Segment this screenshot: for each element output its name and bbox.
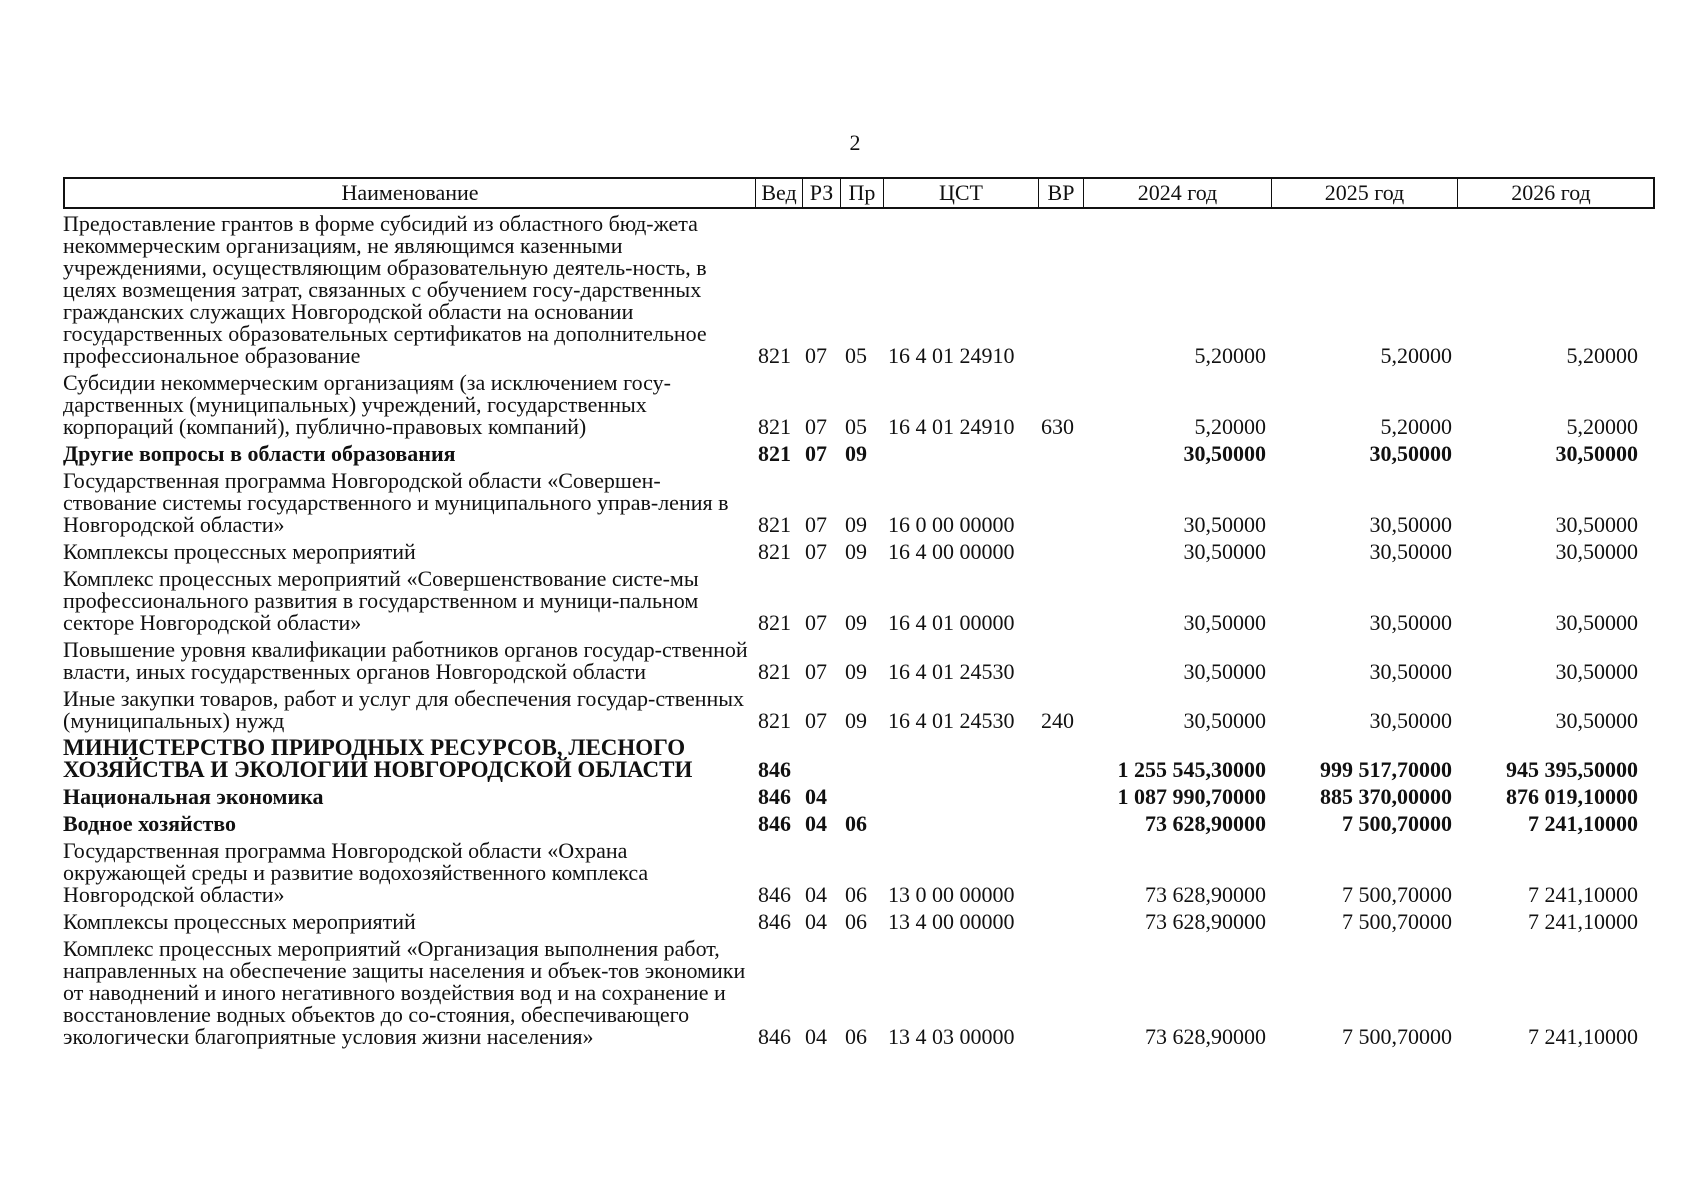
row-ved: 846 (758, 784, 791, 809)
row-2026: 5,20000 (1566, 414, 1638, 439)
table-row (63, 470, 1655, 536)
row-2024: 5,20000 (1194, 343, 1266, 368)
table-row (63, 813, 1655, 835)
row-cst: 16 4 01 24530 (888, 659, 1015, 684)
table-row (63, 840, 1655, 906)
row-ved: 821 (758, 343, 791, 368)
row-2026: 30,50000 (1555, 708, 1638, 733)
row-2024: 30,50000 (1183, 512, 1266, 537)
row-pr: 09 (845, 441, 867, 466)
row-2024: 73 628,90000 (1145, 909, 1266, 934)
row-ved: 821 (758, 539, 791, 564)
row-2024: 73 628,90000 (1145, 1024, 1266, 1049)
row-2025: 30,50000 (1369, 512, 1452, 537)
row-rz: 07 (805, 659, 827, 684)
header-name: Наименование (65, 179, 756, 207)
row-2024: 5,20000 (1194, 414, 1266, 439)
row-pr: 06 (845, 909, 867, 934)
row-pr: 05 (845, 414, 867, 439)
row-2024: 30,50000 (1183, 659, 1266, 684)
row-pr: 09 (845, 539, 867, 564)
row-rz: 07 (805, 343, 827, 368)
row-rz: 07 (805, 512, 827, 537)
row-2025: 885 370,00000 (1320, 784, 1452, 809)
row-2026: 945 395,50000 (1506, 757, 1638, 782)
table-row (63, 541, 1655, 563)
row-2026: 30,50000 (1555, 610, 1638, 635)
row-ved: 821 (758, 659, 791, 684)
row-2025: 30,50000 (1369, 441, 1452, 466)
row-2024: 30,50000 (1183, 441, 1266, 466)
row-rz: 04 (805, 811, 827, 836)
row-2025: 999 517,70000 (1320, 757, 1452, 782)
header-2024: 2024 год (1084, 179, 1272, 207)
header-vr: ВР (1039, 179, 1084, 207)
header-2025: 2025 год (1272, 179, 1458, 207)
row-name: Национальная экономика (63, 784, 324, 809)
row-vr: 630 (1041, 414, 1074, 439)
row-2026: 7 241,10000 (1528, 909, 1638, 934)
row-name: Водное хозяйство (63, 811, 236, 836)
header-ved: Вед (756, 179, 803, 207)
row-ved: 846 (758, 909, 791, 934)
budget-table (63, 177, 1655, 1048)
row-pr: 06 (845, 1024, 867, 1049)
row-ved: 846 (758, 811, 791, 836)
row-name: Комплексы процессных мероприятий (63, 539, 416, 564)
row-pr: 09 (845, 708, 867, 733)
row-ved: 821 (758, 708, 791, 733)
row-rz: 04 (805, 784, 827, 809)
row-cst: 13 0 00 00000 (888, 882, 1015, 907)
table-body (63, 213, 1655, 1048)
row-2025: 7 500,70000 (1342, 811, 1452, 836)
header-2026: 2026 год (1511, 180, 1591, 205)
row-2025: 30,50000 (1369, 708, 1452, 733)
table-header (63, 177, 1655, 209)
row-ved: 821 (758, 441, 791, 466)
row-name: Государственная программа Новгородской области «Охрана окружающей среды и развитие водохозяйственного комплекса Новгородской области» (63, 838, 649, 907)
page-number: 2 (849, 130, 861, 155)
table-row (63, 213, 1655, 367)
row-ved: 846 (758, 1024, 791, 1049)
row-pr: 09 (845, 610, 867, 635)
row-pr: 09 (845, 659, 867, 684)
row-vr: 240 (1041, 708, 1074, 733)
row-2024: 30,50000 (1183, 610, 1266, 635)
row-rz: 07 (805, 539, 827, 564)
row-2026: 5,20000 (1566, 343, 1638, 368)
row-cst: 16 4 00 00000 (888, 539, 1015, 564)
row-2026: 30,50000 (1555, 441, 1638, 466)
row-pr: 06 (845, 811, 867, 836)
row-pr: 06 (845, 882, 867, 907)
row-cst: 13 4 03 00000 (888, 1024, 1015, 1049)
row-2024: 1 087 990,70000 (1117, 784, 1266, 809)
row-rz: 04 (805, 1024, 827, 1049)
row-ved: 846 (758, 882, 791, 907)
row-2024: 73 628,90000 (1145, 882, 1266, 907)
row-2026: 876 019,10000 (1506, 784, 1638, 809)
row-cst: 16 4 01 24530 (888, 708, 1015, 733)
row-rz: 07 (805, 441, 827, 466)
row-2024: 1 255 545,30000 (1117, 757, 1266, 782)
row-2025: 5,20000 (1380, 414, 1452, 439)
row-cst: 13 4 00 00000 (888, 909, 1015, 934)
row-name: Предоставление грантов в форме субсидий из областного бюд-жета некоммерческим организациям, не являющимся казенными учреждениями, осуществляющим образовательную деятель-ность, в целях возмещения затрат, связанных с обучением госу-дарственных гражданских служащих Новгородской области на основании государственных образовательных сертификатов на дополнительное профессиональное образование (63, 211, 707, 368)
row-name: Иные закупки товаров, работ и услуг для обеспечения государ-ственных (муниципальных) нужд (63, 686, 745, 733)
row-2026: 30,50000 (1555, 512, 1638, 537)
row-2025: 7 500,70000 (1342, 882, 1452, 907)
row-cst: 16 4 01 00000 (888, 610, 1015, 635)
table-row (63, 443, 1655, 465)
row-rz: 04 (805, 909, 827, 934)
header-rz: РЗ (803, 179, 841, 207)
table-row (63, 786, 1655, 808)
row-name: Государственная программа Новгородской области «Совершен-ствование системы государственного и муниципального управ-ления в Новгородской области» (63, 468, 729, 537)
row-cst: 16 4 01 24910 (888, 414, 1015, 439)
row-pr: 09 (845, 512, 867, 537)
row-2026: 30,50000 (1555, 659, 1638, 684)
header-pr: Пр (841, 179, 884, 207)
row-name: Субсидии некоммерческим организациям (за исключением госу-дарственных (муниципальных) учреждений, государственных корпораций (компаний), публично-правовых компаний) (63, 370, 671, 439)
row-2025: 7 500,70000 (1342, 1024, 1452, 1049)
row-2025: 30,50000 (1369, 539, 1452, 564)
row-name: Комплексы процессных мероприятий (63, 909, 416, 934)
row-ved: 821 (758, 512, 791, 537)
row-name: Комплекс процессных мероприятий «Организация выполнения работ, направленных на обеспечение защиты населения и объек-тов экономики от наводнений и иного негативного воздействия вод и на сохранение и восстановление водных объектов до со-стояния, обеспечивающего экологически благоприятные условия жизни населения» (63, 936, 746, 1049)
row-rz: 04 (805, 882, 827, 907)
row-2025: 5,20000 (1380, 343, 1452, 368)
table-row (63, 568, 1655, 634)
row-2026: 30,50000 (1555, 539, 1638, 564)
row-cst: 16 0 00 00000 (888, 512, 1015, 537)
row-2024: 73 628,90000 (1145, 811, 1266, 836)
row-2025: 30,50000 (1369, 610, 1452, 635)
row-2024: 30,50000 (1183, 539, 1266, 564)
row-cst: 16 4 01 24910 (888, 343, 1015, 368)
table-row (63, 688, 1655, 732)
table-row (63, 938, 1655, 1048)
row-2025: 7 500,70000 (1342, 909, 1452, 934)
row-ved: 821 (758, 414, 791, 439)
table-row (63, 911, 1655, 933)
row-name: Комплекс процессных мероприятий «Совершенствование систе-мы профессионального развития в государственном и муници-пальном секторе Новгородской области» (63, 566, 699, 635)
row-2026: 7 241,10000 (1528, 882, 1638, 907)
row-2026: 7 241,10000 (1528, 1024, 1638, 1049)
row-name: Повышение уровня квалификации работников органов государ-ственной власти, иных государственных органов Новгородской области (63, 637, 748, 684)
header-cst: ЦСТ (884, 179, 1039, 207)
table-row (63, 639, 1655, 683)
table-row (63, 372, 1655, 438)
row-name: МИНИСТЕРСТВО ПРИРОДНЫХ РЕСУРСОВ, ЛЕСНОГО ХОЗЯЙСТВА И ЭКОЛОГИИ НОВГОРОДСКОЙ ОБЛАСТИ (63, 735, 693, 782)
row-name: Другие вопросы в области образования (63, 441, 456, 466)
row-pr: 05 (845, 343, 867, 368)
table-row (63, 737, 1655, 781)
row-2025: 30,50000 (1369, 659, 1452, 684)
row-rz: 07 (805, 414, 827, 439)
row-rz: 07 (805, 708, 827, 733)
row-2026: 7 241,10000 (1528, 811, 1638, 836)
row-ved: 846 (758, 757, 791, 782)
row-ved: 821 (758, 610, 791, 635)
row-2024: 30,50000 (1183, 708, 1266, 733)
row-rz: 07 (805, 610, 827, 635)
